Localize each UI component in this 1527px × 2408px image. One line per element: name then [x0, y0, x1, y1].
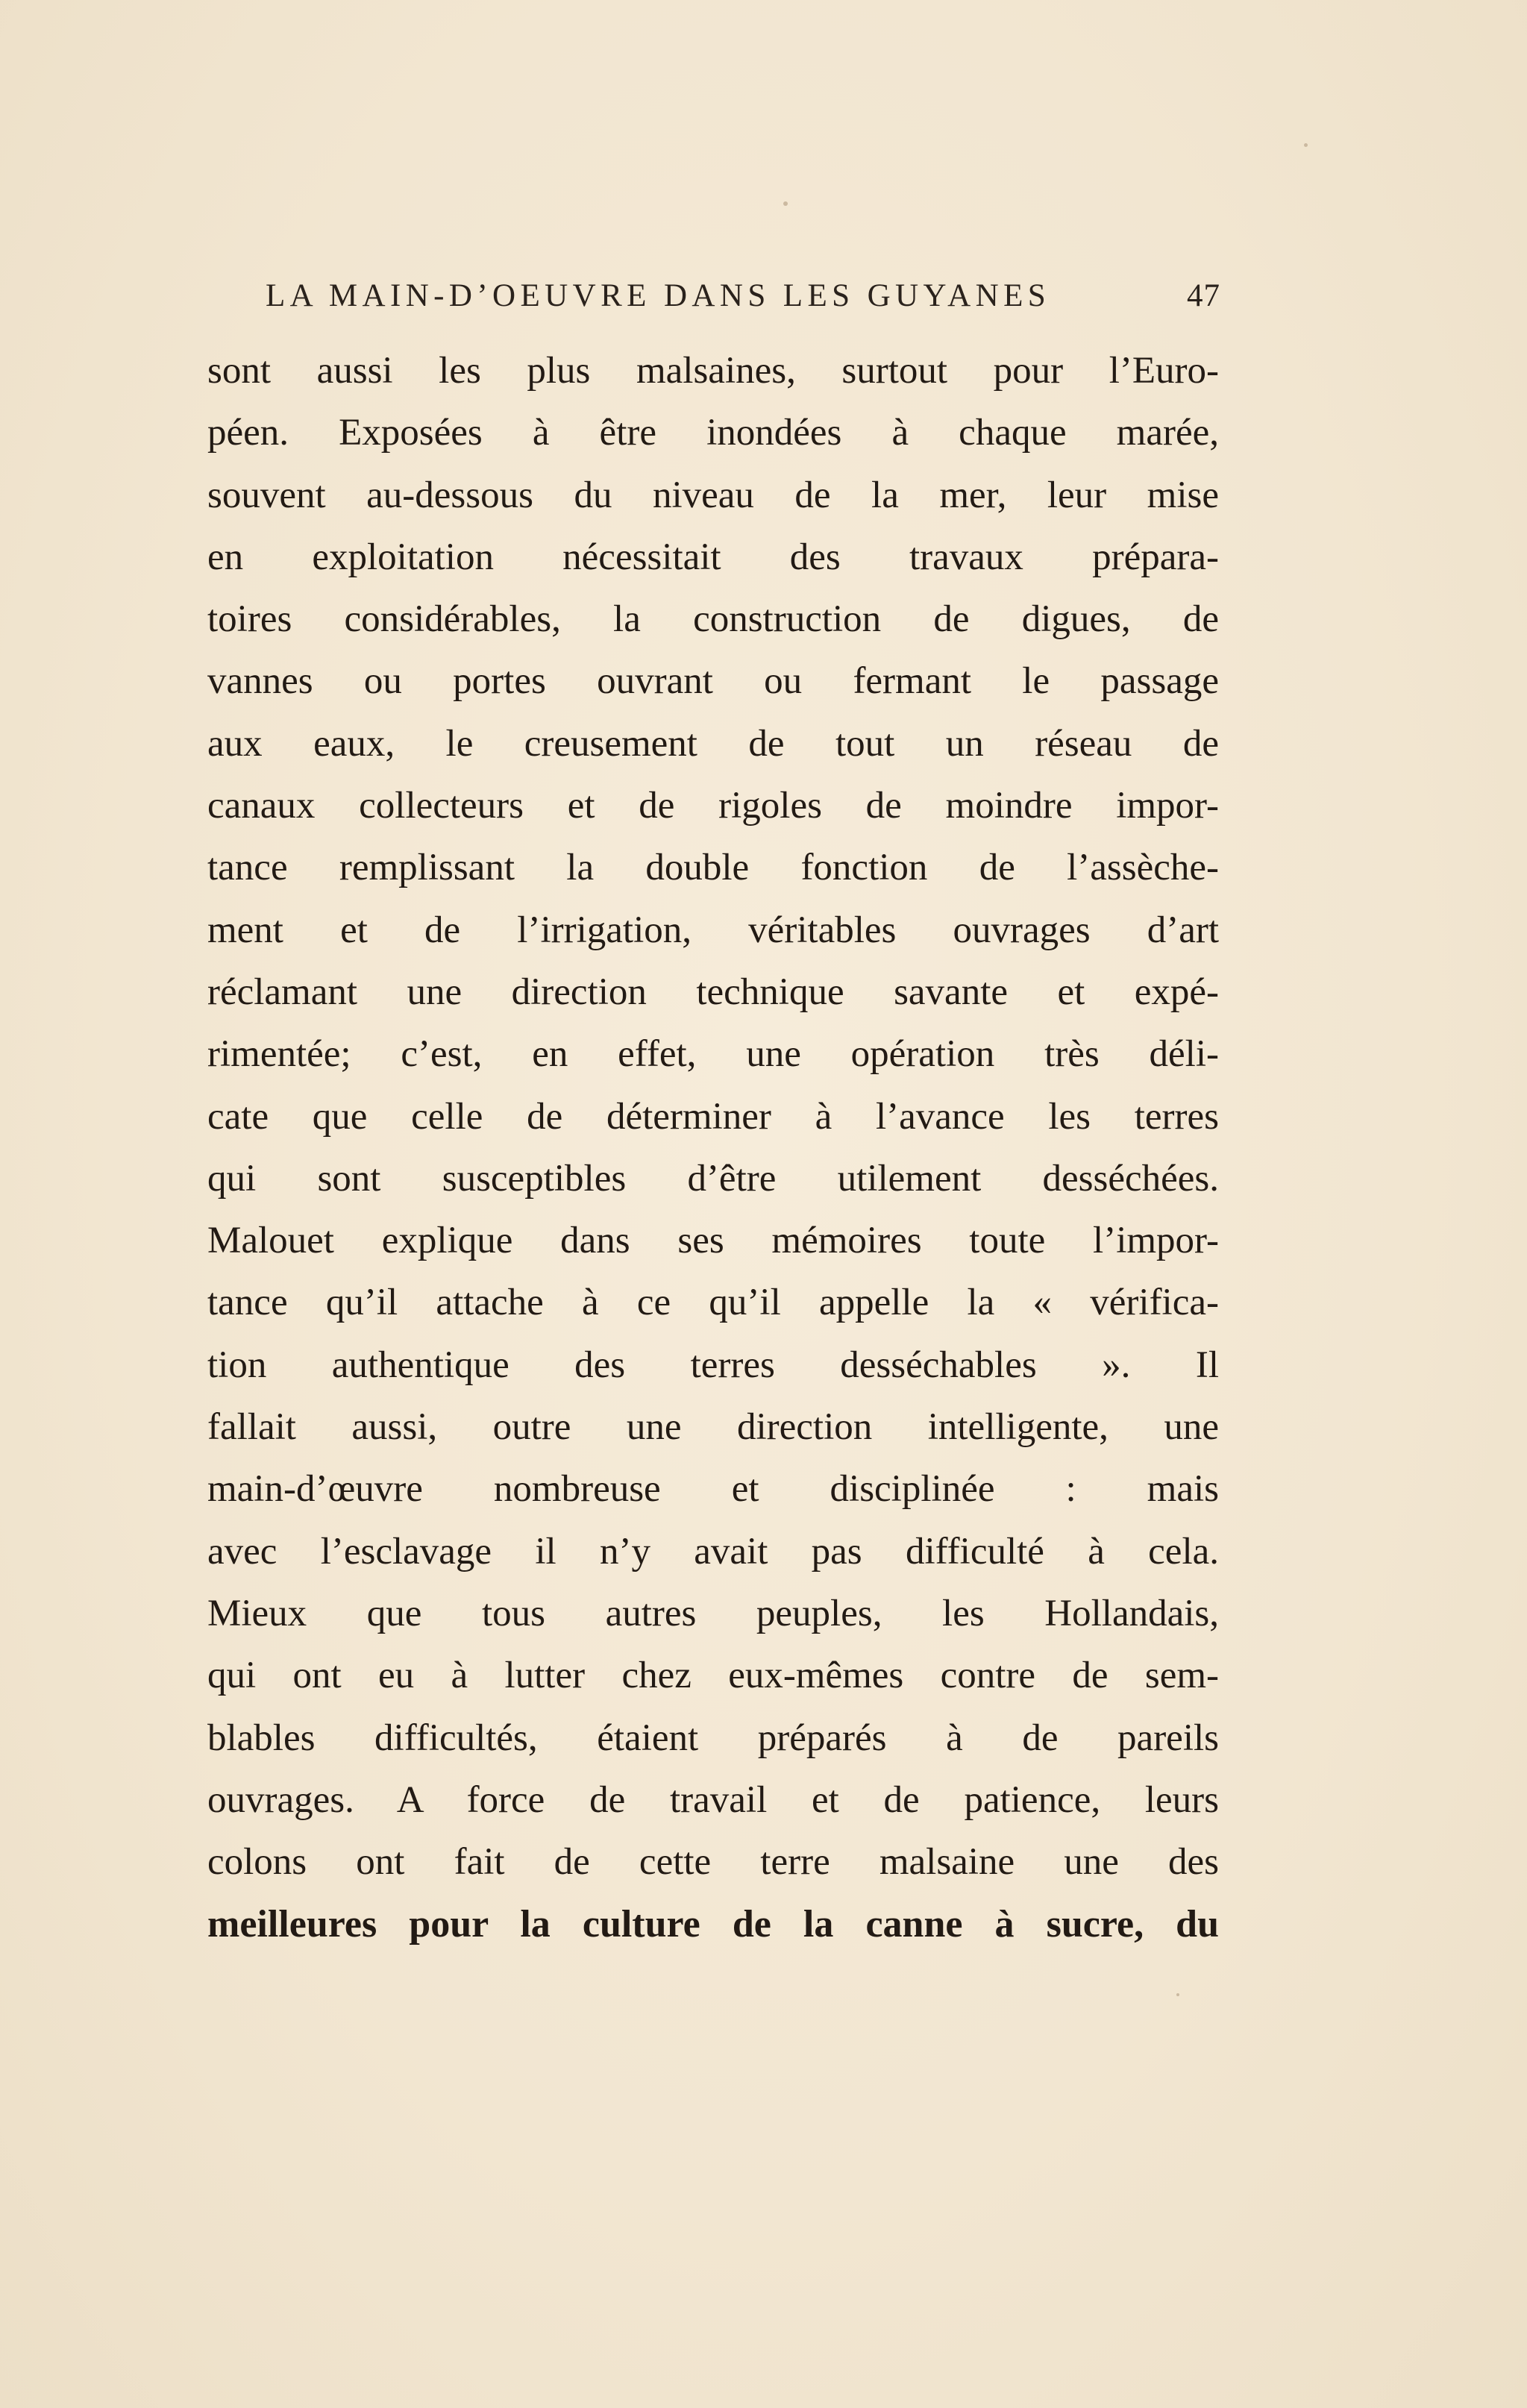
text-line: toires considérables, la construction de digues, de — [207, 598, 1219, 641]
text-line: vannes ou portes ouvrant ou fermant le passage — [207, 660, 1219, 703]
running-header-title: LA MAIN-D’OEUVRE DANS LES GUYANES — [266, 278, 1051, 313]
paper-speck — [1304, 143, 1308, 147]
text-line: canaux collecteurs et de rigoles de moindre impor- — [207, 785, 1219, 827]
body-text — [207, 340, 1219, 1956]
text-line: qui sont susceptibles d’être utilement desséchées. — [207, 1157, 1219, 1200]
paper-speck — [1176, 1993, 1179, 1996]
text-line: en exploitation nécessitait des travaux prépara- — [207, 536, 1219, 578]
text-line: tion authentique des terres desséchables ». Il — [207, 1343, 1219, 1386]
text-line: fallait aussi, outre une direction intelligente, une — [207, 1406, 1219, 1449]
text-line: main-d’œuvre nombreuse et disciplinée : mais — [207, 1468, 1219, 1511]
text-line: tance remplissant la double fonction de l’assèche- — [207, 847, 1219, 889]
text-line: aux eaux, le creusement de tout un réseau de — [207, 722, 1219, 765]
paper-speck — [783, 201, 788, 206]
text-line: ouvrages. A force de travail et de patience, leurs — [207, 1778, 1219, 1821]
text-line: Mieux que tous autres peuples, les Hollandais, — [207, 1592, 1219, 1634]
text-line: blables difficultés, étaient préparés à de pareils — [207, 1716, 1219, 1759]
text-line: souvent au-dessous du niveau de la mer, leur mise — [207, 474, 1219, 516]
text-line: réclamant une direction technique savante et expé- — [207, 971, 1219, 1013]
text-line: ment et de l’irrigation, véritables ouvrages d’art — [207, 909, 1219, 951]
text-line: sont aussi les plus malsaines, surtout pour l’Euro- — [207, 350, 1219, 392]
text-line: péen. Exposées à être inondées à chaque marée, — [207, 412, 1219, 454]
page-number: 47 — [1187, 278, 1220, 313]
text-line: avec l’esclavage il n’y avait pas difficulté à cela. — [207, 1530, 1219, 1573]
text-line: qui ont eu à lutter chez eux-mêmes contre de sem- — [207, 1655, 1219, 1697]
text-line: Malouet explique dans ses mémoires toute l’impor- — [207, 1220, 1219, 1262]
text-line: tance qu’il attache à ce qu’il appelle la « vérifica- — [207, 1282, 1219, 1324]
text-line: rimentée; c’est, en effet, une opération très déli- — [207, 1033, 1219, 1076]
running-header — [266, 273, 1220, 318]
text-line: cate que celle de déterminer à l’avance les terres — [207, 1095, 1219, 1138]
text-line: colons ont fait de cette terre malsaine une des — [207, 1841, 1219, 1884]
text-line: meilleures pour la culture de la canne à sucre, du — [207, 1903, 1219, 1946]
